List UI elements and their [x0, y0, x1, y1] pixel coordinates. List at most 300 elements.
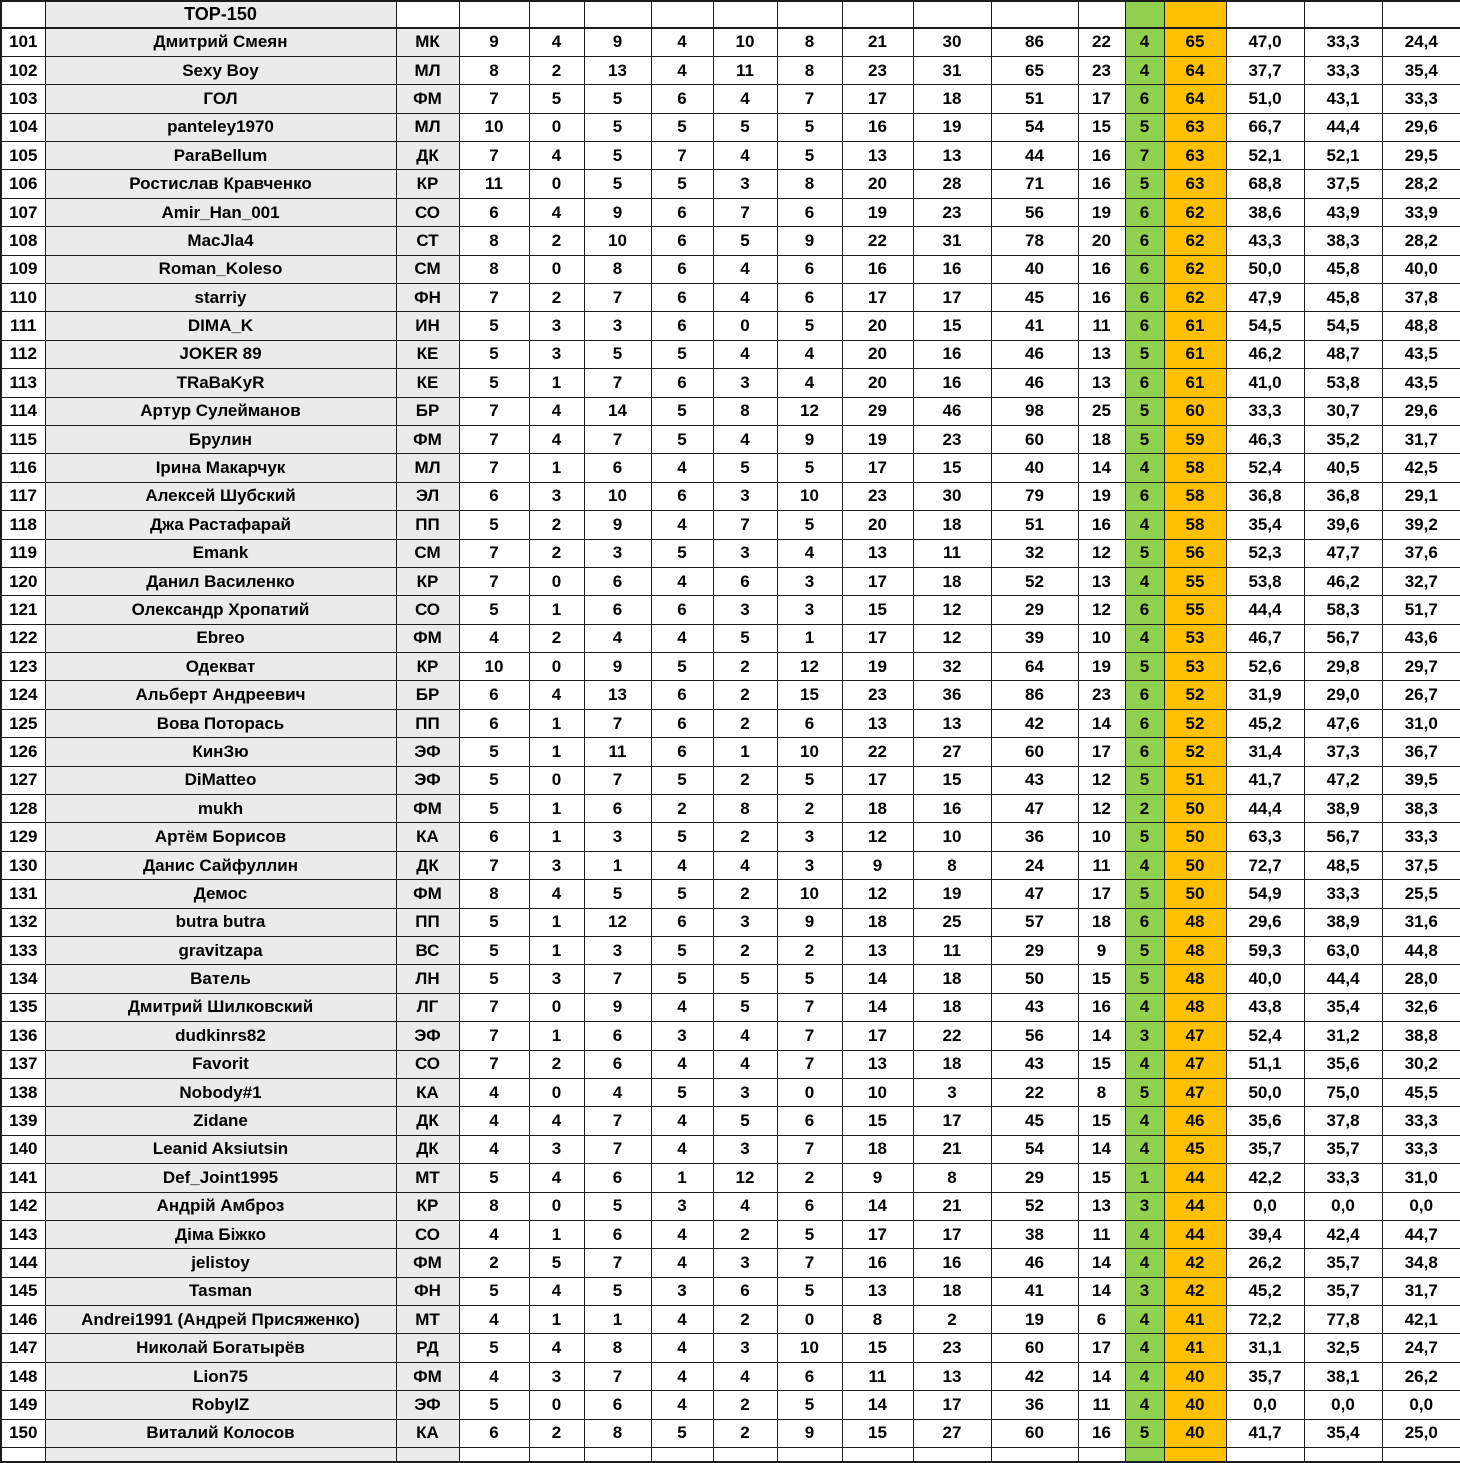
percent-cell[interactable]: 25,0	[1382, 1419, 1460, 1447]
percent-cell[interactable]: 50,0	[1226, 1078, 1304, 1106]
stat-cell[interactable]: 3	[713, 1078, 777, 1106]
player-name-cell[interactable]: Roman_Koleso	[45, 255, 396, 283]
rank-cell[interactable]: 121	[1, 596, 45, 624]
stat-cell[interactable]: 4	[651, 1249, 713, 1277]
percent-cell[interactable]: 38,9	[1304, 908, 1382, 936]
percent-cell[interactable]: 40,0	[1226, 965, 1304, 993]
percent-cell[interactable]: 43,9	[1304, 198, 1382, 226]
stat-cell[interactable]: 15	[913, 766, 991, 794]
percent-cell[interactable]: 35,6	[1226, 1107, 1304, 1135]
percent-cell[interactable]: 42,4	[1304, 1220, 1382, 1248]
rank-cell[interactable]: 113	[1, 369, 45, 397]
percent-cell[interactable]: 28,0	[1382, 965, 1460, 993]
stat-cell[interactable]: 2	[713, 653, 777, 681]
player-name-cell[interactable]: mukh	[45, 795, 396, 823]
stat-cell[interactable]: 4	[713, 1022, 777, 1050]
stat-cell[interactable]: 6	[651, 312, 713, 340]
stat-cell[interactable]: 0	[529, 113, 584, 141]
green-stat-cell[interactable]: 6	[1125, 482, 1164, 510]
rank-cell[interactable]: 136	[1, 1022, 45, 1050]
stat-cell[interactable]: 5	[459, 596, 529, 624]
stat-cell[interactable]: 6	[651, 738, 713, 766]
stat-cell[interactable]: 12	[842, 880, 913, 908]
total-points-cell[interactable]: 55	[1164, 596, 1226, 624]
stat-cell[interactable]: 30	[913, 28, 991, 56]
percent-cell[interactable]: 75,0	[1304, 1078, 1382, 1106]
stat-cell[interactable]: 8	[842, 1306, 913, 1334]
percent-cell[interactable]: 32,5	[1304, 1334, 1382, 1362]
stat-cell[interactable]: 3	[713, 1249, 777, 1277]
stat-cell[interactable]: 42	[991, 709, 1078, 737]
stat-cell[interactable]: 38	[991, 1220, 1078, 1248]
percent-cell[interactable]: 51,7	[1382, 596, 1460, 624]
stat-cell[interactable]: 10	[777, 738, 842, 766]
stat-cell[interactable]: 7	[459, 539, 529, 567]
total-points-cell[interactable]: 50	[1164, 795, 1226, 823]
stat-cell[interactable]: 11	[459, 170, 529, 198]
stat-cell[interactable]: 11	[584, 738, 651, 766]
stat-cell[interactable]: 23	[913, 198, 991, 226]
green-stat-cell[interactable]: 6	[1125, 284, 1164, 312]
stat-cell[interactable]: 14	[1078, 1022, 1125, 1050]
green-stat-cell[interactable]: 5	[1125, 1078, 1164, 1106]
total-points-cell[interactable]: 61	[1164, 340, 1226, 368]
stat-cell[interactable]: 5	[713, 227, 777, 255]
player-name-cell[interactable]: Emank	[45, 539, 396, 567]
rank-header-cell[interactable]	[1, 1, 45, 28]
stat-cell[interactable]: 6	[584, 596, 651, 624]
rank-cell[interactable]: 104	[1, 113, 45, 141]
stat-cell[interactable]: 0	[529, 766, 584, 794]
stat-cell[interactable]: 3	[584, 539, 651, 567]
stat-cell[interactable]: 18	[1078, 425, 1125, 453]
stat-cell[interactable]: 6	[459, 823, 529, 851]
stat-cell[interactable]: 4	[713, 851, 777, 879]
stat-cell[interactable]: 4	[713, 255, 777, 283]
stat-cell[interactable]: 86	[991, 681, 1078, 709]
stat-cell[interactable]: 36	[991, 823, 1078, 851]
total-points-cell[interactable]: 53	[1164, 653, 1226, 681]
stat-cell[interactable]: 19	[991, 1306, 1078, 1334]
stat-cell[interactable]: 46	[991, 1249, 1078, 1277]
percent-cell[interactable]: 43,3	[1226, 227, 1304, 255]
stat-cell[interactable]: 5	[459, 908, 529, 936]
stat-cell[interactable]: 15	[1078, 1050, 1125, 1078]
percent-cell[interactable]: 31,7	[1382, 1277, 1460, 1305]
stat-cell[interactable]: 5	[713, 965, 777, 993]
team-code-cell[interactable]: СО	[396, 1220, 459, 1248]
stat-cell[interactable]: 17	[842, 624, 913, 652]
player-name-cell[interactable]: Lion75	[45, 1362, 396, 1390]
stat-cell[interactable]: 2	[529, 511, 584, 539]
stat-cell[interactable]: 71	[991, 170, 1078, 198]
stat-cell[interactable]: 6	[651, 284, 713, 312]
green-stat-cell[interactable]: 4	[1125, 1107, 1164, 1135]
stat-cell[interactable]: 4	[713, 425, 777, 453]
stat-cell[interactable]: 8	[777, 170, 842, 198]
percent-cell[interactable]: 58,3	[1304, 596, 1382, 624]
percent-cell[interactable]: 48,5	[1304, 851, 1382, 879]
rank-cell[interactable]: 101	[1, 28, 45, 56]
stat-cell[interactable]: 8	[459, 56, 529, 84]
stat-cell[interactable]: 12	[777, 397, 842, 425]
stat-cell[interactable]: 7	[584, 1107, 651, 1135]
percent-cell[interactable]: 34,8	[1382, 1249, 1460, 1277]
stat-cell[interactable]: 5	[651, 937, 713, 965]
total-points-cell[interactable]: 61	[1164, 312, 1226, 340]
player-name-cell[interactable]: MacJla4	[45, 227, 396, 255]
percent-cell[interactable]: 24,4	[1382, 28, 1460, 56]
percent-cell[interactable]: 41,7	[1226, 766, 1304, 794]
stat-cell[interactable]: 4	[651, 28, 713, 56]
stat-cell[interactable]: 4	[777, 340, 842, 368]
stat-cell[interactable]: 2	[529, 284, 584, 312]
stat-cell[interactable]: 10	[459, 653, 529, 681]
stat-cell[interactable]: 17	[842, 284, 913, 312]
percent-cell[interactable]: 37,7	[1226, 56, 1304, 84]
stat-cell[interactable]: 4	[713, 1050, 777, 1078]
stat-cell[interactable]: 16	[913, 340, 991, 368]
stat-cell[interactable]: 15	[842, 1419, 913, 1447]
player-name-cell[interactable]: DIMA_K	[45, 312, 396, 340]
percent-cell[interactable]: 47,6	[1304, 709, 1382, 737]
stat-cell[interactable]: 12	[584, 908, 651, 936]
stat-cell[interactable]: 12	[713, 1164, 777, 1192]
stat-cell[interactable]: 10	[713, 28, 777, 56]
stat-cell[interactable]: 18	[1078, 908, 1125, 936]
stat-cell[interactable]: 16	[1078, 511, 1125, 539]
total-points-cell[interactable]: 53	[1164, 624, 1226, 652]
rank-cell[interactable]: 122	[1, 624, 45, 652]
stat-cell[interactable]: 51	[991, 511, 1078, 539]
percent-cell[interactable]: 53,8	[1304, 369, 1382, 397]
percent-cell[interactable]: 35,4	[1304, 993, 1382, 1021]
stat-cell[interactable]: 5	[584, 340, 651, 368]
stat-cell[interactable]: 6	[651, 596, 713, 624]
stat-cell[interactable]	[529, 1448, 584, 1462]
stat-cell[interactable]: 5	[651, 1419, 713, 1447]
stat-cell[interactable]: 4	[713, 85, 777, 113]
green-stat-cell[interactable]: 4	[1125, 28, 1164, 56]
rank-cell[interactable]: 138	[1, 1078, 45, 1106]
stat-cell[interactable]: 36	[991, 1391, 1078, 1419]
total-points-cell[interactable]: 40	[1164, 1362, 1226, 1390]
total-points-cell[interactable]: 55	[1164, 567, 1226, 595]
stat-cell[interactable]: 6	[777, 709, 842, 737]
stat-cell[interactable]	[713, 1448, 777, 1462]
green-stat-cell[interactable]: 5	[1125, 425, 1164, 453]
percent-cell[interactable]: 46,2	[1226, 340, 1304, 368]
rank-cell[interactable]: 102	[1, 56, 45, 84]
green-stat-cell[interactable]: 3	[1125, 1192, 1164, 1220]
stat-cell[interactable]: 5	[651, 965, 713, 993]
stat-cell[interactable]: 39	[991, 624, 1078, 652]
stat-cell[interactable]: 3	[529, 851, 584, 879]
player-name-cell[interactable]: Альберт Андреевич	[45, 681, 396, 709]
stat-cell[interactable]: 13	[842, 142, 913, 170]
percent-cell[interactable]: 35,7	[1226, 1362, 1304, 1390]
rank-cell[interactable]: 106	[1, 170, 45, 198]
stat-cell[interactable]: 3	[651, 1192, 713, 1220]
stat-cell[interactable]: 8	[584, 1334, 651, 1362]
stat-cell[interactable]: 32	[991, 539, 1078, 567]
stat-cell[interactable]: 7	[777, 1249, 842, 1277]
percent-cell[interactable]: 44,4	[1304, 965, 1382, 993]
stat-cell[interactable]: 11	[1078, 1391, 1125, 1419]
total-points-cell[interactable]: 58	[1164, 511, 1226, 539]
player-name-cell[interactable]: Данис Сайфуллин	[45, 851, 396, 879]
stat-cell[interactable]: 3	[777, 596, 842, 624]
team-code-cell[interactable]: КР	[396, 567, 459, 595]
stat-cell[interactable]: 1	[529, 908, 584, 936]
percent-cell[interactable]: 42,1	[1382, 1306, 1460, 1334]
percent-cell[interactable]: 38,1	[1304, 1362, 1382, 1390]
percent-cell[interactable]: 35,7	[1304, 1249, 1382, 1277]
stat-cell[interactable]: 1	[529, 1022, 584, 1050]
team-code-cell[interactable]: ЭФ	[396, 1391, 459, 1419]
stat-cell[interactable]: 5	[584, 880, 651, 908]
stat-cell[interactable]: 9	[777, 227, 842, 255]
rank-cell[interactable]: 126	[1, 738, 45, 766]
stat-cell[interactable]: 20	[842, 312, 913, 340]
stat-cell[interactable]: 8	[713, 795, 777, 823]
rank-cell[interactable]: 132	[1, 908, 45, 936]
stat-cell[interactable]: 43	[991, 766, 1078, 794]
percent-cell[interactable]: 31,0	[1382, 709, 1460, 737]
stat-cell[interactable]: 4	[529, 1334, 584, 1362]
stat-cell[interactable]: 51	[991, 85, 1078, 113]
team-code-cell[interactable]: СМ	[396, 255, 459, 283]
team-code-cell[interactable]	[396, 1448, 459, 1462]
stat-cell[interactable]: 12	[913, 624, 991, 652]
stat-cell[interactable]: 0	[529, 1192, 584, 1220]
stat-cell[interactable]: 3	[651, 1277, 713, 1305]
percent-cell[interactable]: 38,3	[1382, 795, 1460, 823]
total-points-cell[interactable]: 64	[1164, 56, 1226, 84]
percent-cell[interactable]: 38,3	[1304, 227, 1382, 255]
stat-cell[interactable]: 27	[913, 738, 991, 766]
stat-cell[interactable]: 4	[584, 1078, 651, 1106]
percent-cell[interactable]: 43,8	[1226, 993, 1304, 1021]
stat-cell[interactable]: 60	[991, 1334, 1078, 1362]
percent-cell[interactable]: 44,4	[1226, 596, 1304, 624]
rank-cell[interactable]: 115	[1, 425, 45, 453]
stat-cell[interactable]: 3	[529, 965, 584, 993]
stat-cell[interactable]: 45	[991, 1107, 1078, 1135]
stat-cell[interactable]	[777, 1448, 842, 1462]
percent-cell[interactable]: 36,7	[1382, 738, 1460, 766]
percent-cell[interactable]: 43,1	[1304, 85, 1382, 113]
stat-cell[interactable]: 2	[713, 823, 777, 851]
percent-cell[interactable]: 52,6	[1226, 653, 1304, 681]
green-stat-cell[interactable]: 4	[1125, 624, 1164, 652]
stat-cell[interactable]: 6	[584, 1391, 651, 1419]
green-stat-cell[interactable]: 1	[1125, 1164, 1164, 1192]
percent-cell[interactable]: 29,6	[1382, 397, 1460, 425]
stat-header-cell[interactable]	[651, 1, 713, 28]
stat-cell[interactable]: 2	[713, 937, 777, 965]
stat-cell[interactable]: 6	[584, 1022, 651, 1050]
stat-cell[interactable]: 1	[529, 823, 584, 851]
stat-cell[interactable]: 22	[842, 738, 913, 766]
stat-cell[interactable]: 17	[1078, 85, 1125, 113]
stat-cell[interactable]: 4	[651, 454, 713, 482]
stat-cell[interactable]: 4	[459, 1107, 529, 1135]
stat-cell[interactable]: 1	[529, 596, 584, 624]
stat-cell[interactable]: 5	[777, 454, 842, 482]
total-points-cell[interactable]: 65	[1164, 28, 1226, 56]
green-stat-cell[interactable]: 4	[1125, 56, 1164, 84]
green-stat-cell[interactable]: 2	[1125, 795, 1164, 823]
stat-cell[interactable]: 4	[459, 624, 529, 652]
stat-cell[interactable]: 5	[651, 539, 713, 567]
stat-cell[interactable]: 18	[913, 567, 991, 595]
green-stat-cell[interactable]: 5	[1125, 653, 1164, 681]
percent-cell[interactable]: 31,7	[1382, 425, 1460, 453]
stat-cell[interactable]: 1	[529, 1306, 584, 1334]
percent-cell[interactable]: 37,5	[1304, 170, 1382, 198]
percent-cell[interactable]: 30,2	[1382, 1050, 1460, 1078]
stat-cell[interactable]: 7	[584, 425, 651, 453]
stat-cell[interactable]: 46	[991, 340, 1078, 368]
percent-cell[interactable]: 29,8	[1304, 653, 1382, 681]
stat-cell[interactable]: 4	[529, 1277, 584, 1305]
green-stat-cell[interactable]: 4	[1125, 1334, 1164, 1362]
stat-cell[interactable]: 1	[529, 709, 584, 737]
stat-cell[interactable]: 2	[913, 1306, 991, 1334]
stat-cell[interactable]: 20	[842, 511, 913, 539]
player-name-cell[interactable]: Артур Сулейманов	[45, 397, 396, 425]
total-points-cell[interactable]: 42	[1164, 1249, 1226, 1277]
team-code-cell[interactable]: МЛ	[396, 454, 459, 482]
stat-cell[interactable]: 5	[651, 823, 713, 851]
pct-header-cell[interactable]	[1382, 1, 1460, 28]
team-code-cell[interactable]: ЭФ	[396, 1022, 459, 1050]
stat-cell[interactable]: 5	[651, 113, 713, 141]
stat-cell[interactable]: 14	[842, 1391, 913, 1419]
rank-cell[interactable]: 118	[1, 511, 45, 539]
percent-cell[interactable]: 63,0	[1304, 937, 1382, 965]
player-name-cell[interactable]: Николай Богатырёв	[45, 1334, 396, 1362]
percent-cell[interactable]: 45,8	[1304, 284, 1382, 312]
team-code-cell[interactable]: БР	[396, 397, 459, 425]
player-name-cell[interactable]: starriy	[45, 284, 396, 312]
stat-cell[interactable]: 10	[777, 1334, 842, 1362]
rank-cell[interactable]: 112	[1, 340, 45, 368]
stat-cell[interactable]: 15	[913, 454, 991, 482]
total-points-cell[interactable]: 58	[1164, 454, 1226, 482]
percent-cell[interactable]: 28,2	[1382, 170, 1460, 198]
percent-cell[interactable]	[1304, 1448, 1382, 1462]
green-stat-cell[interactable]: 4	[1125, 1249, 1164, 1277]
rank-cell[interactable]: 139	[1, 1107, 45, 1135]
total-points-cell[interactable]: 56	[1164, 539, 1226, 567]
stat-cell[interactable]: 15	[1078, 965, 1125, 993]
percent-cell[interactable]: 33,3	[1382, 1135, 1460, 1163]
stat-cell[interactable]: 4	[459, 1362, 529, 1390]
player-name-cell[interactable]: Артём Борисов	[45, 823, 396, 851]
stat-cell[interactable]: 2	[777, 1164, 842, 1192]
player-name-cell[interactable]: panteley1970	[45, 113, 396, 141]
stat-cell[interactable]: 13	[842, 937, 913, 965]
rank-cell[interactable]: 108	[1, 227, 45, 255]
rank-cell[interactable]: 120	[1, 567, 45, 595]
percent-cell[interactable]: 44,4	[1304, 113, 1382, 141]
percent-cell[interactable]: 52,1	[1226, 142, 1304, 170]
stat-cell[interactable]: 7	[584, 766, 651, 794]
percent-cell[interactable]: 45,8	[1304, 255, 1382, 283]
stat-cell[interactable]: 65	[991, 56, 1078, 84]
stat-cell[interactable]: 20	[842, 369, 913, 397]
green-stat-cell[interactable]: 7	[1125, 142, 1164, 170]
green-stat-cell[interactable]: 5	[1125, 397, 1164, 425]
stat-cell[interactable]: 18	[842, 1135, 913, 1163]
stat-cell[interactable]: 20	[1078, 227, 1125, 255]
stat-header-cell[interactable]	[991, 1, 1078, 28]
stat-cell[interactable]: 15	[1078, 113, 1125, 141]
total-points-cell[interactable]: 45	[1164, 1135, 1226, 1163]
stat-cell[interactable]	[991, 1448, 1078, 1462]
stat-cell[interactable]: 19	[913, 880, 991, 908]
stat-cell[interactable]: 1	[584, 1306, 651, 1334]
stat-cell[interactable]: 43	[991, 993, 1078, 1021]
stat-cell[interactable]: 4	[651, 993, 713, 1021]
stat-cell[interactable]: 5	[584, 1277, 651, 1305]
percent-cell[interactable]: 44,4	[1226, 795, 1304, 823]
stat-cell[interactable]: 7	[459, 284, 529, 312]
team-code-cell[interactable]: МТ	[396, 1164, 459, 1192]
rank-cell[interactable]: 110	[1, 284, 45, 312]
team-code-cell[interactable]: БР	[396, 681, 459, 709]
stat-cell[interactable]: 4	[529, 1107, 584, 1135]
green-stat-cell[interactable]: 6	[1125, 198, 1164, 226]
stat-cell[interactable]: 2	[777, 937, 842, 965]
rank-cell[interactable]: 124	[1, 681, 45, 709]
stat-cell[interactable]: 13	[842, 539, 913, 567]
stat-cell[interactable]: 4	[651, 1362, 713, 1390]
stat-cell[interactable]: 14	[1078, 1249, 1125, 1277]
stat-cell[interactable]: 41	[991, 312, 1078, 340]
stat-cell[interactable]: 16	[842, 113, 913, 141]
stat-cell[interactable]: 13	[913, 1362, 991, 1390]
green-stat-cell[interactable]: 6	[1125, 369, 1164, 397]
player-name-cell[interactable]: gravitzapa	[45, 937, 396, 965]
stat-cell[interactable]: 7	[584, 1362, 651, 1390]
player-name-cell[interactable]: DiMatteo	[45, 766, 396, 794]
player-name-cell[interactable]: Andrei1991 (Андрей Присяженко)	[45, 1306, 396, 1334]
stat-cell[interactable]: 24	[991, 851, 1078, 879]
stat-cell[interactable]: 6	[651, 369, 713, 397]
team-code-cell[interactable]: ЛГ	[396, 993, 459, 1021]
percent-cell[interactable]: 33,3	[1304, 28, 1382, 56]
stat-cell[interactable]: 5	[651, 1078, 713, 1106]
rank-cell[interactable]: 144	[1, 1249, 45, 1277]
stat-cell[interactable]: 47	[991, 795, 1078, 823]
green-stat-cell[interactable]: 5	[1125, 340, 1164, 368]
stat-cell[interactable]: 0	[777, 1306, 842, 1334]
stat-cell[interactable]: 8	[459, 880, 529, 908]
team-code-cell[interactable]: СО	[396, 1050, 459, 1078]
green-stat-cell[interactable]: 5	[1125, 170, 1164, 198]
stat-header-cell[interactable]	[777, 1, 842, 28]
player-name-cell[interactable]: RobyIZ	[45, 1391, 396, 1419]
stat-cell[interactable]: 14	[1078, 1277, 1125, 1305]
percent-cell[interactable]: 29,1	[1382, 482, 1460, 510]
team-code-cell[interactable]: ФМ	[396, 624, 459, 652]
percent-cell[interactable]: 43,5	[1382, 340, 1460, 368]
stat-cell[interactable]: 0	[529, 567, 584, 595]
percent-cell[interactable]: 38,8	[1382, 1022, 1460, 1050]
